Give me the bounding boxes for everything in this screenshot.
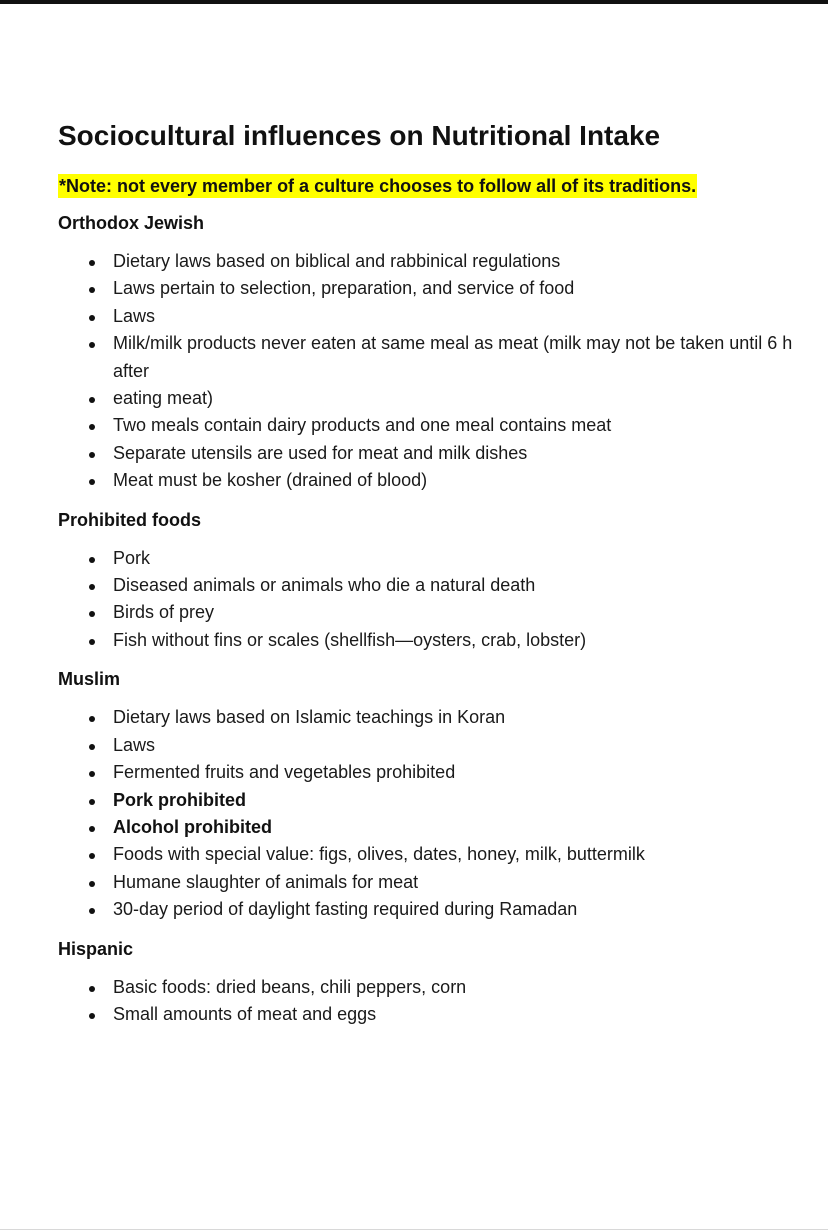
list-item-bold — [113, 787, 798, 814]
list-item-text: 30-day period of daylight fasting required during Ramadan — [113, 899, 578, 920]
list-item-text: Humane slaughter of animals for meat — [113, 871, 419, 892]
list-item-text: eating meat) — [113, 388, 214, 409]
bullet-icon — [89, 452, 95, 458]
list-item — [113, 599, 798, 626]
list-item — [113, 330, 798, 385]
list-item — [113, 248, 798, 275]
list-item-text: Meat must be kosher (drained of blood) — [113, 470, 428, 491]
bullet-icon — [89, 287, 95, 293]
list-item-text: Laws pertain to selection, preparation, and service of food — [113, 278, 575, 299]
bullet-icon — [89, 826, 95, 832]
bullet-icon — [89, 799, 95, 805]
bullet-icon — [89, 639, 95, 645]
muslim-list — [58, 704, 798, 923]
bullet-icon — [89, 716, 95, 722]
list-item-text: Small amounts of meat and eggs — [113, 1003, 377, 1024]
bullet-icon — [89, 771, 95, 777]
section-heading-prohibited-foods: Prohibited foods — [58, 509, 201, 530]
bullet-icon — [89, 986, 95, 992]
bullet-icon — [89, 260, 95, 266]
bottom-divider — [0, 1229, 828, 1230]
list-item-text: Fermented fruits and vegetables prohibited — [113, 762, 456, 783]
list-item — [113, 759, 798, 786]
bullet-icon — [89, 479, 95, 485]
list-item-text: Diseased animals or animals who die a natural death — [113, 575, 536, 596]
list-item — [113, 412, 798, 439]
bullet-icon — [89, 397, 95, 403]
list-item — [113, 732, 798, 759]
bullet-icon — [89, 424, 95, 430]
list-item — [113, 385, 798, 412]
bullet-icon — [89, 853, 95, 859]
document-page — [58, 116, 798, 1041]
list-item-text: Alcohol prohibited — [113, 816, 272, 837]
page-title: Sociocultural influences on Nutritional Intake — [58, 120, 661, 151]
list-item-text: Pork — [113, 547, 151, 568]
list-item — [113, 704, 798, 731]
section-heading-orthodox-jewish: Orthodox Jewish — [58, 213, 205, 233]
list-item-text: Separate utensils are used for meat and milk dishes — [113, 442, 528, 463]
bullet-icon — [89, 744, 95, 750]
list-item — [113, 974, 798, 1001]
bullet-icon — [89, 881, 95, 887]
list-item — [113, 869, 798, 896]
list-item — [113, 545, 798, 572]
list-item — [113, 627, 798, 654]
bullet-icon — [89, 342, 95, 348]
list-item-text: Laws — [113, 305, 156, 326]
list-item — [113, 841, 798, 868]
list-item — [113, 896, 798, 923]
top-border-bar — [0, 0, 828, 4]
list-item-text: Basic foods: dried beans, chili peppers, corn — [113, 976, 467, 997]
list-item — [113, 1001, 798, 1028]
list-item-text: Pork prohibited — [113, 789, 247, 810]
list-item — [113, 440, 798, 467]
list-item-text: Dietary laws based on biblical and rabbinical regulations — [113, 251, 561, 271]
list-item — [113, 303, 798, 330]
list-item — [113, 467, 798, 494]
list-item-bold — [113, 814, 798, 841]
list-item-text: Foods with special value: figs, olives, dates, honey, milk, buttermilk — [113, 844, 645, 865]
section-heading-hispanic: Hispanic — [58, 938, 134, 959]
prohibited-foods-list — [58, 545, 798, 655]
list-item-text: Milk/milk products never eaten at same meal as meat (milk may not be taken until 6 h after — [113, 333, 793, 381]
list-item-text: Dietary laws based on Islamic teachings in Koran — [113, 707, 506, 728]
section-heading-muslim: Muslim — [58, 669, 121, 690]
bullet-icon — [89, 315, 95, 321]
list-item — [113, 275, 798, 302]
bullet-icon — [89, 584, 95, 590]
list-item-text: Birds of prey — [113, 602, 215, 623]
list-item-text: Laws — [113, 734, 156, 755]
list-item-text: Fish without fins or scales (shellfish—oysters, crab, lobster) — [113, 629, 587, 650]
bullet-icon — [89, 1013, 95, 1019]
bullet-icon — [89, 611, 95, 617]
list-item — [113, 572, 798, 599]
bullet-icon — [89, 908, 95, 914]
bullet-icon — [89, 557, 95, 563]
list-item-text: Two meals contain dairy products and one meal contains meat — [113, 415, 612, 436]
hispanic-list — [58, 974, 798, 1029]
orthodox-jewish-list — [58, 248, 798, 495]
highlighted-note: *Note: not every member of a culture chooses to follow all of its traditions. — [59, 176, 697, 196]
